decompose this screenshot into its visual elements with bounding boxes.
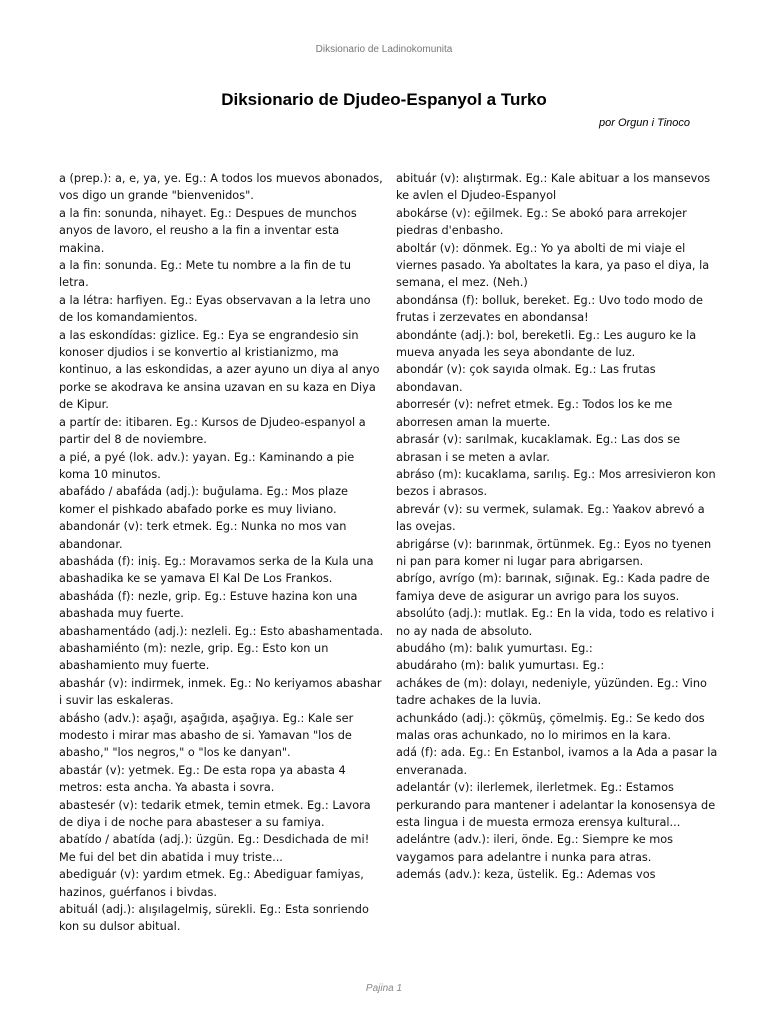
document-title: Diksionario de Djudeo-Espanyol a Turko [221, 90, 547, 109]
dictionary-entry: aborresér (v): nefret etmek. Eg.: Todos los ke me aborresen aman la muerte. [396, 398, 673, 429]
dictionary-entry: abrigárse (v): barınmak, örtünmek. Eg.: Eyos no tyenen ni pan para komer ni lugar para abrigarsen. [396, 537, 712, 568]
dictionary-entry: abashamiénto (m): nezle, grip. Eg.: Esto kon un abashamiento muy fuerte. [59, 641, 329, 673]
dictionary-entry: además (adv.): keza, üstelik. Eg.: Ademas vos [396, 868, 656, 882]
dictionary-entry: abásho (adv.): aşağı, aşağıda, aşağıya. Eg.: Kale ser modesto i mirar mas abasho de si. Yamavan "los de abasho," "los negros," o "los ke danyan". [59, 711, 354, 760]
dictionary-entry: adá (f): ada. Eg.: En Estanbol, ivamos a la Ada a pasar la enveranada. [396, 746, 718, 777]
dictionary-entry: adelántre (adv.): ileri, önde. Eg.: Siempre ke mos vaygamos para adelantre i nunka para atras. [396, 833, 674, 864]
left-column [59, 170, 384, 936]
dictionary-entry: achákes de (m): dolayı, nedeniyle, yüzünden. Eg.: Vino tadre achakes de la luvia. [396, 676, 707, 708]
dictionary-entry: abondánsa (f): bolluk, bereket. Eg.: Uvo todo modo de frutas i zerzevates en abondansa! [396, 293, 703, 325]
dictionary-entry: abokárse (v): eğilmek. Eg.: Se abokó para arrekojer piedras d'enbasho. [396, 206, 687, 238]
right-column [396, 170, 721, 884]
dictionary-entry: abasháda (f): iniş. Eg.: Moravamos serka de la Kula una abashadika ke se yamava El Kal De Los Frankos. [59, 554, 374, 586]
dictionary-entry: abondár (v): çok sayıda olmak. Eg.: Las frutas abondavan. [396, 363, 656, 394]
dictionary-entry: a pié, a pyé (lok. adv.): yayan. Eg.: Kaminando a pie koma 10 minutos. [59, 450, 355, 481]
dictionary-entry: abandonár (v): terk etmek. Eg.: Nunka no mos van abandonar. [59, 520, 347, 551]
dictionary-entry: a la fin: sonunda, nihayet. Eg.: Despues de munchos anyos de lavoro, el reusho a la fin a inventar esta makina. [59, 206, 357, 255]
dictionary-entry: adelantár (v): ilerlemek, ilerletmek. Eg.: Estamos perkurando para mantener i adelantar la konosensya de esta lingua i de muesta ermoza erensya kultural... [396, 781, 716, 830]
dictionary-entry: abrevár (v): su vermek, sulamak. Eg.: Yaakov abrevó a las ovejas. [396, 502, 705, 534]
dictionary-entry: abashamentádo (adj.): nezleli. Eg.: Esto abashamentada. [59, 624, 384, 638]
dictionary-entry: aboltár (v): dönmek. Eg.: Yo ya abolti de mi viaje el viernes pasado. Ya aboltates la kara, ya paso el diya, la semana, el mez. (Neh.) [396, 241, 710, 290]
dictionary-entry: abráso (m): kucaklama, sarılış. Eg.: Mos arresivieron kon bezos i abrasos. [396, 467, 716, 499]
dictionary-entry: abafádo / abafáda (adj.): buğulama. Eg.: Mos plaze komer el pishkado abafado porke es muy liviano. [59, 485, 348, 516]
dictionary-entry: abudáraho (m): balık yumurtası. Eg.: [396, 659, 605, 673]
dictionary-entry: abituár (v): alıştırmak. Eg.: Kale abituar a los mansevos ke avlen el Djudeo-Espanyol [396, 172, 711, 203]
dictionary-entry: abrasár (v): sarılmak, kucaklamak. Eg.: Las dos se abrasan i se meten a avlar. [396, 433, 681, 464]
dictionary-entry: abrígo, avrígo (m): barınak, sığınak. Eg.: Kada padre de famiya deve de asigurar un avrigo para los suyos. [396, 572, 710, 603]
dictionary-entry: a la fin: sonunda. Eg.: Mete tu nombre a la fin de tu letra. [59, 259, 352, 290]
dictionary-entry: abastár (v): yetmek. Eg.: De esta ropa ya abasta 4 metros: esta ancha. Ya abasta i sovra. [59, 763, 346, 795]
dictionary-entry: absolúto (adj.): mutlak. Eg.: En la vida, todo es relativo i no ay nada de absoluto. [396, 607, 715, 638]
dictionary-entry: a (prep.): a, e, ya, ye. Eg.: A todos los muevos abonados, vos digo un grande "bienvenidos". [59, 172, 383, 203]
dictionary-entry: abituál (adj.): alışılagelmiş, sürekli. Eg.: Esta sonriendo kon su dulsor abitual. [59, 903, 369, 934]
dictionary-entry: a las eskondídas: gizlice. Eg.: Eya se engrandesio sin konoser djudios i se konvertio al kristianizmo, ma kontinuo, a las eskondidas, a azer ayuno un diya al anyo porke se akodrava ke ansina uzavan en su kaza en Diya de Kipur. [59, 328, 380, 412]
running-header: Diksionario de Ladinokomunita [315, 44, 453, 55]
dictionary-entry: abediguár (v): yardım etmek. Eg.: Abediguar famiyas, hazinos, guérfanos i bivdas. [59, 868, 364, 899]
dictionary-entry: abondánte (adj.): bol, bereketli. Eg.: Les auguro ke la mueva anyada les seya abondante de luz. [396, 328, 697, 360]
dictionary-entry: a partír de: itibaren. Eg.: Kursos de Djudeo-espanyol a partir del 8 de noviembre. [59, 415, 366, 447]
author-line: por Orgun i Tinoco [598, 117, 690, 129]
page-number: Pajina 1 [365, 983, 403, 994]
dictionary-entry: abudáho (m): balık yumurtası. Eg.: [396, 641, 593, 655]
dictionary-entry: achunkádo (adj.): çökmüş, çömelmiş. Eg.: Se kedo dos malas oras achunkado, no lo mirimos en la kara. [396, 711, 705, 742]
dictionary-entry: abatído / abatída (adj.): üzgün. Eg.: Desdichada de mi! Me fui del bet din abatida i muy triste... [59, 833, 370, 864]
dictionary-entry: a la létra: harfiyen. Eg.: Eyas observavan a la letra uno de los komandamientos. [59, 293, 371, 325]
dictionary-entry: abashár (v): indirmek, inmek. Eg.: No keriyamos abashar i suvir las eskaleras. [59, 676, 382, 708]
dictionary-entry: abasháda (f): nezle, grip. Eg.: Estuve hazina kon una abashada muy fuerte. [59, 589, 358, 621]
dictionary-entry: abastesér (v): tedarik etmek, temin etmek. Eg.: Lavora de diya i de noche para abasteser a su famiya. [59, 798, 371, 830]
